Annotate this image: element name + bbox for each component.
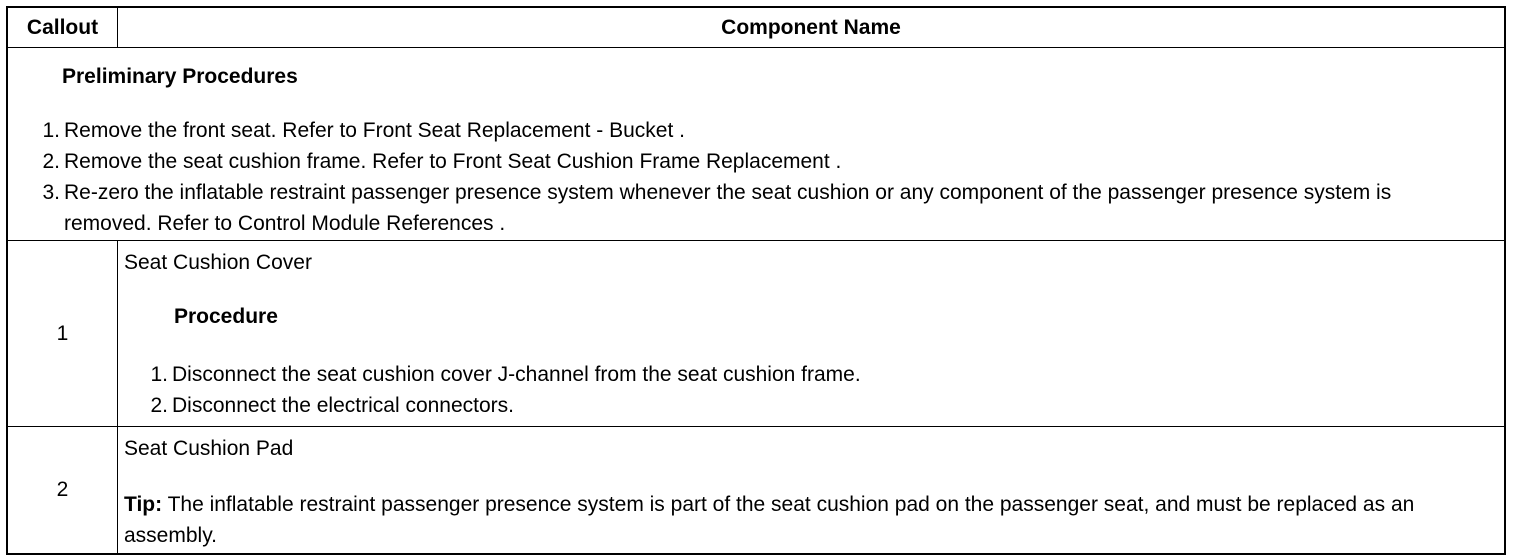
procedure-steps-list	[134, 359, 861, 421]
component-name: Seat Cushion Cover	[124, 251, 312, 274]
list-item	[26, 177, 1466, 239]
preliminary-procedures-title: Preliminary Procedures	[62, 65, 298, 88]
preliminary-procedures-row	[8, 48, 1504, 241]
list-item	[26, 146, 1466, 177]
component-name: Seat Cushion Pad	[124, 437, 294, 460]
step-number: 1.	[42, 119, 60, 142]
table-row	[8, 241, 1504, 427]
list-item	[134, 359, 861, 390]
list-item	[134, 390, 861, 421]
component-cell	[118, 427, 1504, 553]
list-item	[26, 115, 1466, 146]
procedure-title: Procedure	[174, 305, 278, 328]
component-cell	[118, 241, 1504, 426]
step-number: 2.	[42, 150, 60, 173]
callout-number: 1	[8, 241, 118, 426]
header-component-name: Component Name	[721, 15, 901, 39]
step-number: 3.	[42, 181, 60, 204]
header-callout: Callout	[8, 8, 118, 47]
preliminary-steps-list	[26, 115, 1466, 239]
step-number: 1.	[150, 363, 168, 386]
step-number: 2.	[150, 394, 168, 417]
step-text: Remove the seat cushion frame. Refer to Front Seat Cushion Frame Replacement .	[64, 150, 842, 173]
tip-label: Tip:	[124, 493, 163, 516]
step-text: Remove the front seat. Refer to Front Seat Replacement - Bucket .	[64, 119, 685, 142]
table-row	[8, 427, 1504, 553]
component-table	[6, 6, 1506, 555]
step-text: Disconnect the seat cushion cover J-channel from the seat cushion frame.	[172, 363, 861, 386]
callout-number: 2	[8, 427, 118, 553]
step-text: Re-zero the inflatable restraint passenger presence system whenever the seat cushion or any component of the passenger presence system is removed. Refer to Control Module References .	[64, 181, 1392, 235]
tip-text: The inflatable restraint passenger presence system is part of the seat cushion pad on the passenger seat, and must be replaced as an assembly.	[124, 493, 1415, 547]
tip-note	[124, 489, 1490, 551]
table-header-row	[8, 8, 1504, 48]
step-text: Disconnect the electrical connectors.	[172, 394, 514, 417]
